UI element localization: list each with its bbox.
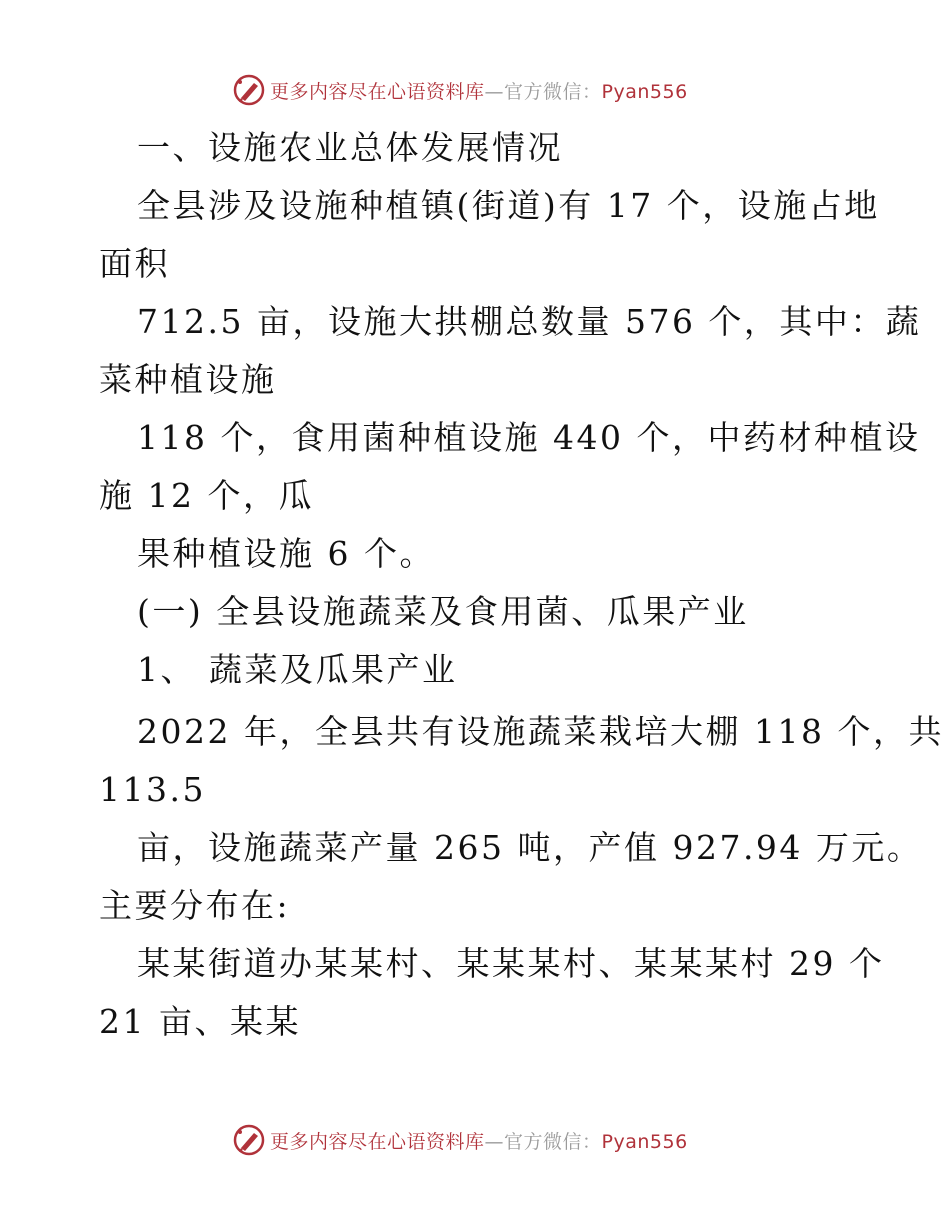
watermark-dash: — [484, 1130, 505, 1153]
header-watermark [232, 70, 688, 110]
watermark-text [270, 77, 688, 104]
watermark-wechat-id: Pyan556 [601, 1130, 688, 1153]
watermark-wechat-label: 官方微信： [504, 1130, 602, 1153]
pen-logo-icon [232, 73, 266, 107]
paragraph-line: 118 个，食用菌种植设施 440 个，中药材种植设 [137, 418, 921, 457]
watermark-text [270, 1127, 688, 1154]
item-heading: 1、 蔬菜及瓜果产业 [137, 650, 458, 689]
paragraph-line: 菜种植设施 [99, 360, 277, 399]
watermark-wechat-label: 官方微信： [504, 80, 602, 103]
paragraph-line: 果种植设施 6 个。 [137, 534, 435, 573]
paragraph-line: 某某街道办某某村、某某某村、某某某村 29 个 [137, 944, 885, 983]
paragraph-line: 亩，设施蔬菜产量 265 吨，产值 927.94 万元。 [137, 828, 923, 867]
paragraph-line: 21 亩、某某 [99, 1002, 301, 1041]
footer-watermark [232, 1120, 688, 1160]
paragraph-line: 2022 年，全县共有设施蔬菜栽培大棚 118 个，共 [137, 712, 944, 751]
subsection-heading: (一) 全县设施蔬菜及食用菌、瓜果产业 [137, 592, 749, 631]
paragraph-line: 主要分布在: [99, 886, 291, 925]
paragraph-line: 712.5 亩，设施大拱棚总数量 576 个，其中：蔬 [137, 302, 922, 341]
paragraph-line: 面积 [99, 244, 170, 283]
paragraph-line: 全县涉及设施种植镇(街道)有 17 个，设施占地 [137, 186, 880, 225]
watermark-brand: 更多内容尽在心语资料库 [270, 1130, 485, 1153]
pen-logo-icon [232, 1123, 266, 1157]
paragraph-line: 施 12 个，瓜 [99, 476, 314, 515]
paragraph-line: 113.5 [99, 770, 206, 809]
watermark-wechat-id: Pyan556 [601, 80, 688, 103]
watermark-brand: 更多内容尽在心语资料库 [270, 80, 485, 103]
section-heading: 一、设施农业总体发展情况 [137, 128, 563, 167]
watermark-dash: — [484, 80, 505, 103]
